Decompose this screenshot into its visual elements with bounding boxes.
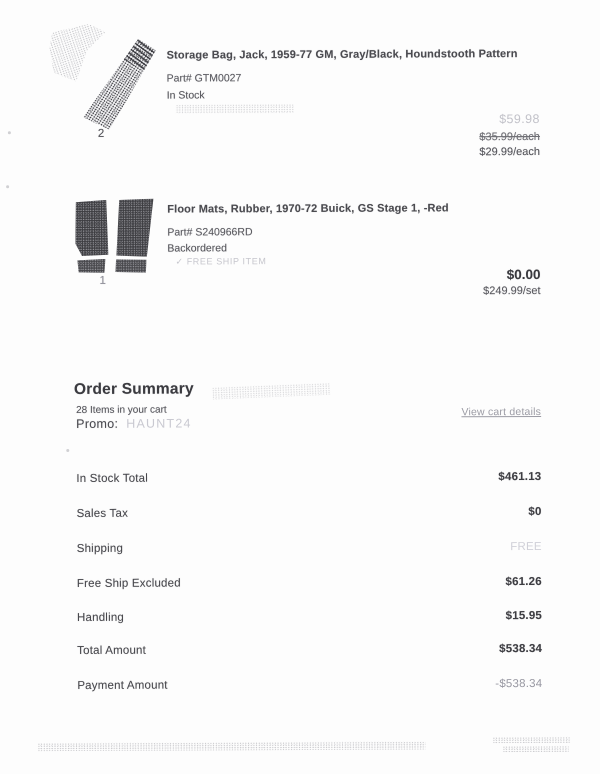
total-value: $15.95 xyxy=(505,609,543,623)
total-label: Handling xyxy=(76,611,125,624)
item-unit-price: $29.99/each xyxy=(479,145,541,159)
total-row-handling xyxy=(77,610,542,624)
item-title: Floor Mats, Rubber, 1970-72 Buick, GS Stage 1, -Red xyxy=(167,202,449,216)
total-row-payment-amount xyxy=(77,678,542,692)
illegible-print-footer-page xyxy=(503,746,569,752)
floor-mat-graphic xyxy=(116,199,154,257)
item-line-total: $59.98 xyxy=(499,111,540,127)
total-value: $538.34 xyxy=(499,642,543,656)
storage-bag-graphic xyxy=(83,37,159,133)
scan-speck xyxy=(6,185,9,188)
total-value: -$538.34 xyxy=(495,677,543,691)
total-row-shipping xyxy=(77,541,542,555)
total-label: Payment Amount xyxy=(77,679,168,692)
view-cart-details-link[interactable]: View cart details xyxy=(461,405,542,419)
total-row-sales-tax xyxy=(77,506,542,520)
total-value: $461.13 xyxy=(498,470,542,484)
item-quantity: 1 xyxy=(99,274,106,287)
total-value: $0 xyxy=(528,505,542,519)
illegible-print-footer-date xyxy=(493,737,571,743)
scan-speck xyxy=(8,131,11,134)
item-line-total: $0.00 xyxy=(506,266,541,283)
floor-mat-graphic xyxy=(75,200,108,256)
promo-code: HAUNT24 xyxy=(126,416,192,431)
total-row-total-amount xyxy=(77,643,542,657)
illegible-scribble xyxy=(212,383,330,400)
promo-label: Promo: xyxy=(76,416,119,431)
total-row-in-stock-total xyxy=(76,471,541,485)
product-image-floor-mats xyxy=(71,197,157,275)
total-value: $61.26 xyxy=(505,575,542,589)
item-title: Storage Bag, Jack, 1959-77 GM, Gray/Black, Houndstooth Pattern xyxy=(166,48,518,62)
order-summary-heading: Order Summary xyxy=(73,380,194,398)
total-label: Sales Tax xyxy=(76,507,129,520)
item-quantity: 2 xyxy=(97,127,105,140)
item-price-block xyxy=(483,267,541,297)
floor-mat-graphic xyxy=(115,259,146,273)
item-old-unit-price: $35.99/each xyxy=(479,130,540,144)
total-label: Total Amount xyxy=(77,644,147,657)
items-in-cart-count: 28 Items in your cart xyxy=(76,404,167,416)
total-row-free-ship-excluded xyxy=(77,576,542,590)
item-part-number: Part# GTM0027 xyxy=(166,72,242,85)
promo-row xyxy=(76,416,192,431)
total-label: Free Ship Excluded xyxy=(76,577,181,590)
item-availability: In Stock xyxy=(166,89,205,102)
total-label: In Stock Total xyxy=(76,472,149,485)
item-price-block xyxy=(479,112,540,158)
illegible-item-note xyxy=(176,104,294,114)
item-part-number: Part# S240966RD xyxy=(167,226,253,239)
item-unit-price: $249.99/set xyxy=(483,284,541,298)
floor-mat-graphic xyxy=(77,259,105,273)
total-label: Shipping xyxy=(76,542,124,555)
product-image-storage-bag xyxy=(84,39,164,125)
item-availability: Backordered xyxy=(167,242,227,255)
item-free-ship-note: ✓ FREE SHIP ITEM xyxy=(175,256,267,267)
illegible-print-footer-url xyxy=(38,741,426,751)
scan-speck xyxy=(66,449,69,452)
total-value: FREE xyxy=(510,540,542,554)
